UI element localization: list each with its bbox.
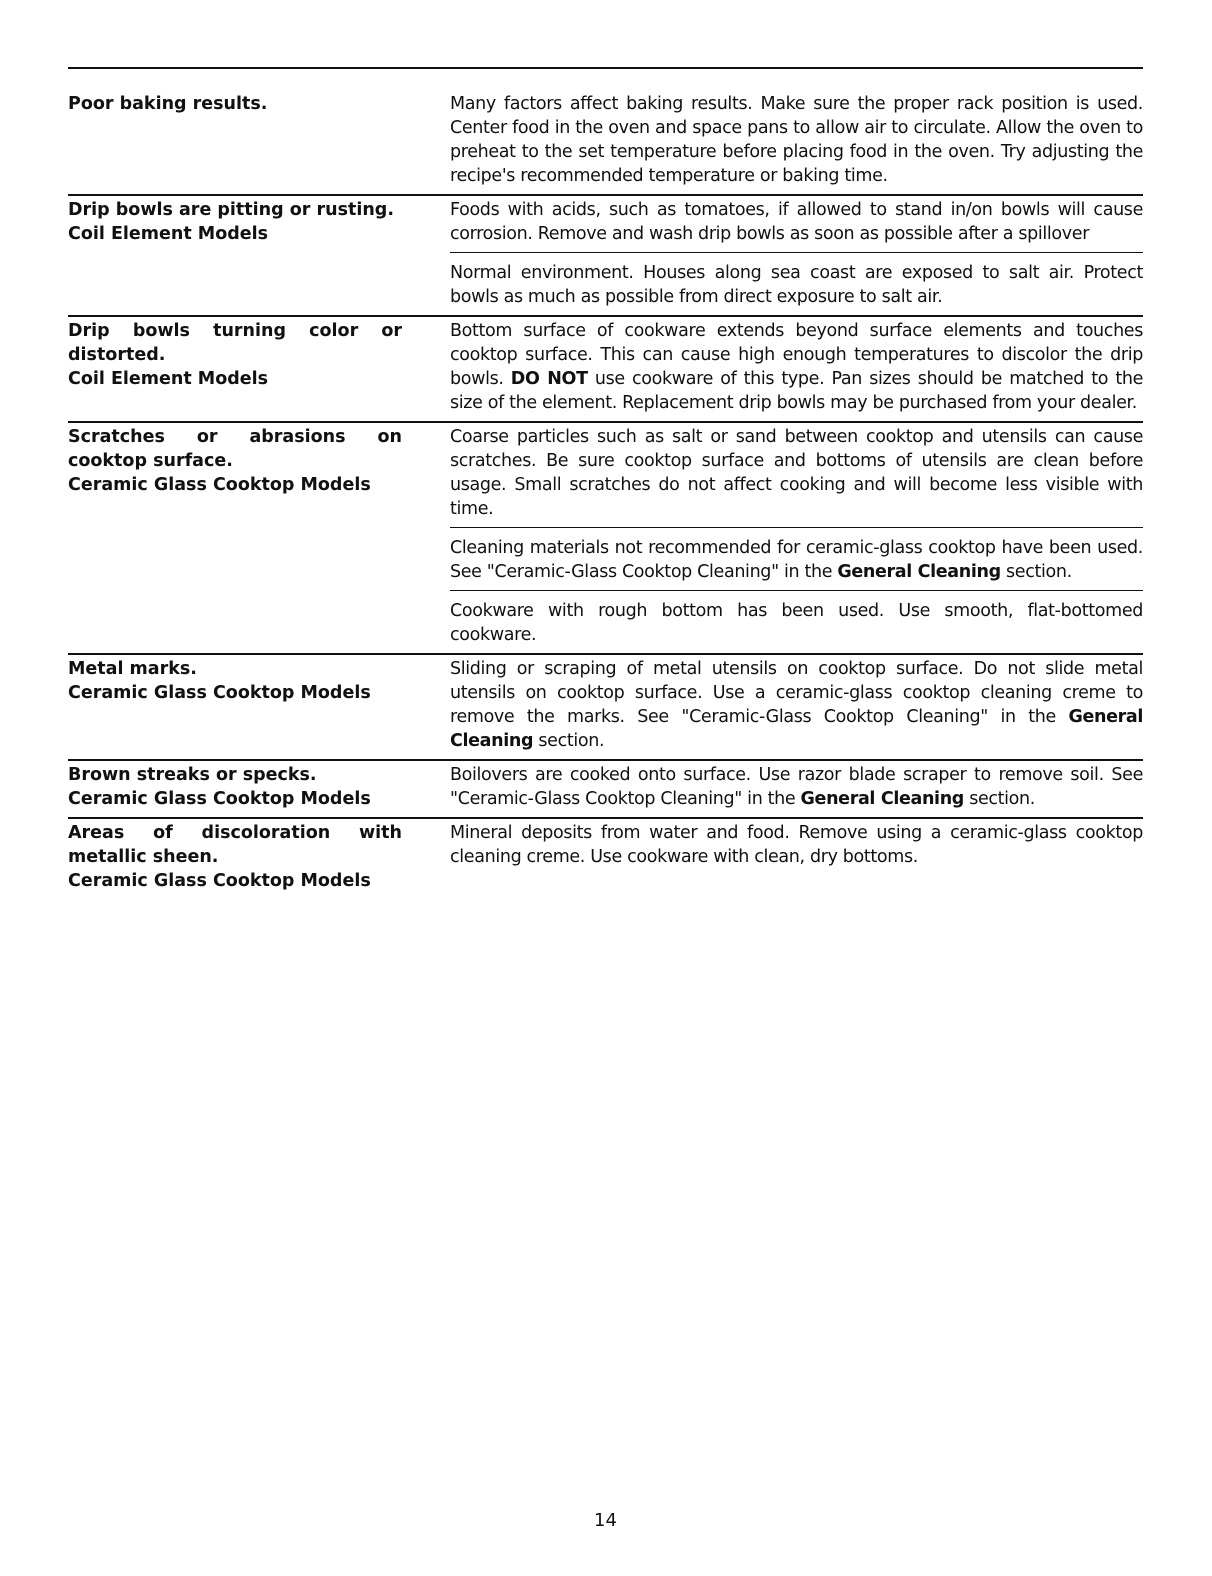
cause-paragraph xyxy=(450,590,1143,653)
page-number: 14 xyxy=(594,1510,617,1531)
emphasis-text: General Cleaning xyxy=(800,789,964,809)
emphasis-text: General Cleaning xyxy=(450,707,1143,751)
problem-cell xyxy=(68,761,426,817)
table-row xyxy=(68,819,1143,899)
cause-paragraph xyxy=(450,655,1143,759)
cause-text: Sliding or scraping of metal utensils on cooktop surface. Do not slide metal utensils on cooktop surface. Use a ceramic-glass cooktop cleaning creme to remove the marks. See "Ceramic-Glass Cooktop Cleaning" in the xyxy=(450,659,1143,727)
cause-paragraph xyxy=(450,252,1143,315)
problem-cell xyxy=(68,655,426,759)
table-row xyxy=(68,655,1143,761)
cause-text: Normal environment. Houses along sea coast are exposed to salt air. Protect bowls as much as possible from direct exposure to salt air. xyxy=(450,263,1143,307)
cause-text: Bottom surface of cookware extends beyond surface elements and touches cooktop surface. This can cause high enough temperatures to discolor the drip bowls. xyxy=(450,321,1143,389)
cause-paragraph xyxy=(450,423,1143,527)
problem-cell xyxy=(68,196,426,315)
solution-cell xyxy=(450,196,1143,315)
cause-text: Mineral deposits from water and food. Remove using a ceramic-glass cooktop cleaning creme. Use cookware with clean, dry bottoms. xyxy=(450,823,1143,867)
cause-paragraph xyxy=(450,317,1143,421)
cause-text: Many factors affect baking results. Make sure the proper rack position is used. Center food in the oven and space pans to allow air to circulate. Allow the oven to preheat to the set temperature before placing food in the oven. Try adjusting the recipe's recommended temperature or baking time. xyxy=(450,94,1143,186)
model-type: Ceramic Glass Cooktop Models xyxy=(68,871,371,891)
cause-paragraph xyxy=(450,90,1143,194)
cause-text: Coarse particles such as salt or sand between cooktop and utensils can cause scratches. Be sure cooktop surface and bottoms of utensils are clean before usage. Small scratches do not affect cooking and will become less visible with time. xyxy=(450,427,1143,519)
manual-page xyxy=(68,0,1143,1576)
troubleshooting-table xyxy=(68,90,1143,899)
table-row xyxy=(68,90,1143,196)
problem-cell xyxy=(68,90,426,194)
problem-title: Poor baking results. xyxy=(68,94,268,114)
top-divider xyxy=(68,67,1143,69)
table-row xyxy=(68,761,1143,819)
problem-title: Brown streaks or specks. xyxy=(68,765,317,785)
emphasis-text: DO NOT xyxy=(510,369,588,389)
solution-cell xyxy=(450,655,1143,759)
cause-text: Cleaning materials not recommended for ceramic-glass cooktop have been used. See "Ceramic-Glass Cooktop Cleaning" in the xyxy=(450,538,1143,582)
cause-text: section. xyxy=(533,731,605,751)
cause-text: section. xyxy=(1000,562,1072,582)
cause-text: Boilovers are cooked onto surface. Use razor blade scraper to remove soil. See "Ceramic-Glass Cooktop Cleaning" in the xyxy=(450,765,1143,809)
cause-paragraph xyxy=(450,196,1143,252)
model-type: Ceramic Glass Cooktop Models xyxy=(68,475,371,495)
problem-title: Drip bowls are pitting or rusting. xyxy=(68,200,394,220)
table-row xyxy=(68,196,1143,317)
problem-cell xyxy=(68,423,426,653)
solution-cell xyxy=(450,819,1143,899)
cause-paragraph xyxy=(450,761,1143,817)
problem-cell xyxy=(68,819,426,899)
table-row xyxy=(68,317,1143,423)
solution-cell xyxy=(450,423,1143,653)
solution-cell xyxy=(450,90,1143,194)
problem-cell xyxy=(68,317,426,421)
cause-text: use cookware of this type. Pan sizes should be matched to the size of the element. Replacement drip bowls may be purchased from your dealer. xyxy=(450,369,1143,413)
solution-cell xyxy=(450,761,1143,817)
cause-text: Cookware with rough bottom has been used. Use smooth, flat-bottomed cookware. xyxy=(450,601,1143,645)
model-type: Coil Element Models xyxy=(68,369,269,389)
cause-paragraph xyxy=(450,527,1143,590)
cause-paragraph xyxy=(450,819,1143,875)
problem-title: Metal marks. xyxy=(68,659,197,679)
model-type: Ceramic Glass Cooktop Models xyxy=(68,683,371,703)
problem-title: Areas of discoloration with metallic sheen. xyxy=(68,823,402,867)
model-type: Ceramic Glass Cooktop Models xyxy=(68,789,371,809)
cause-text: section. xyxy=(963,789,1035,809)
table-row xyxy=(68,423,1143,655)
problem-title: Scratches or abrasions on cooktop surface. xyxy=(68,427,402,471)
emphasis-text: General Cleaning xyxy=(837,562,1001,582)
solution-cell xyxy=(450,317,1143,421)
model-type: Coil Element Models xyxy=(68,224,269,244)
problem-title: Drip bowls turning color or distorted. xyxy=(68,321,402,365)
cause-text: Foods with acids, such as tomatoes, if allowed to stand in/on bowls will cause corrosion. Remove and wash drip bowls as soon as possible after a spillover xyxy=(450,200,1143,244)
